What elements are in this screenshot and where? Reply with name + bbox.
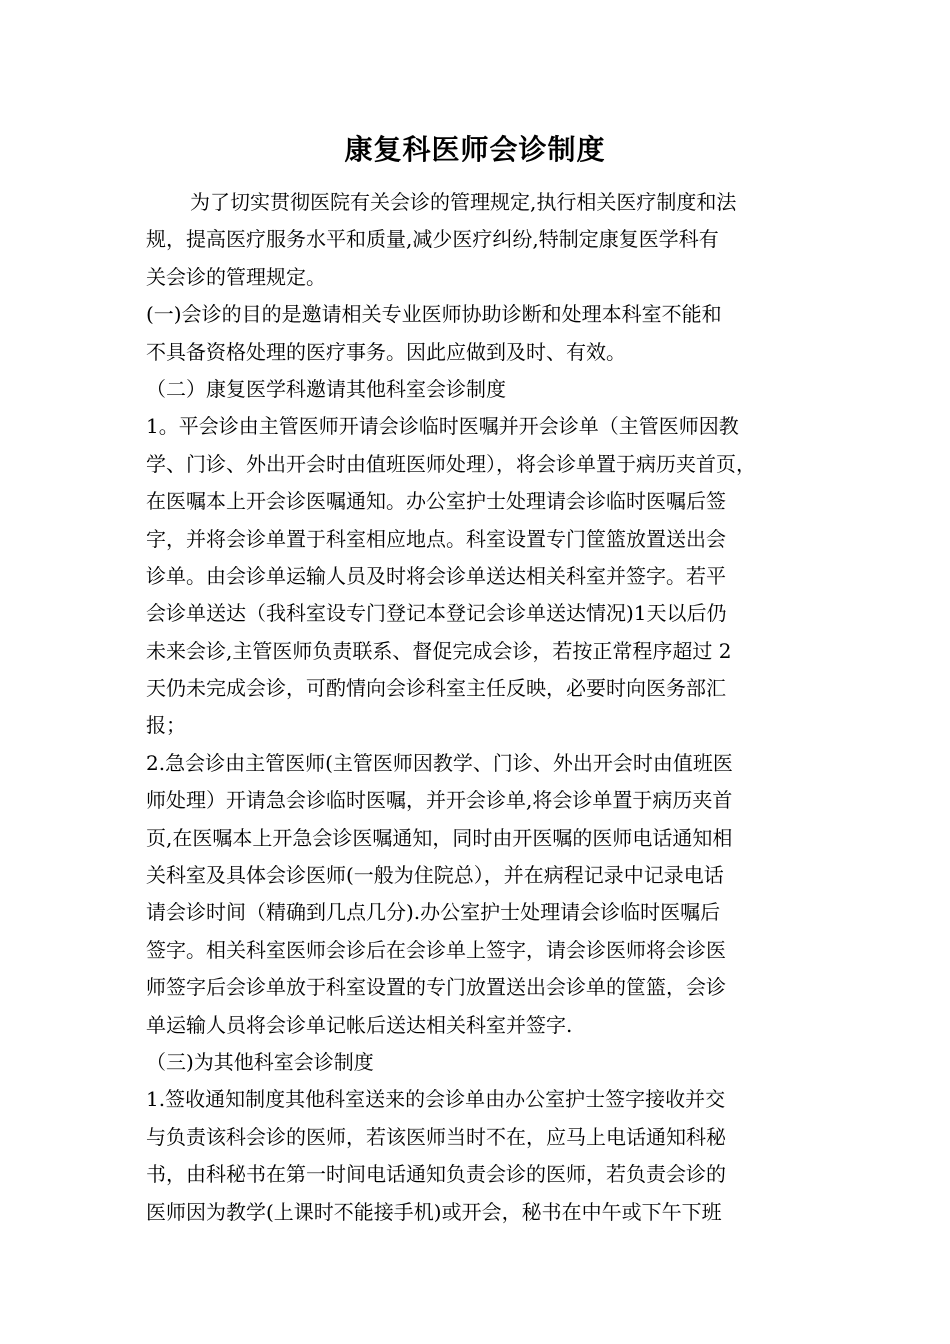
text-line: 会诊单送达（我科室设专门登记本登记会诊单送达情况)1天以后仍 (146, 601, 727, 626)
text-line: 医师因为教学(上课时不能接手机)或开会，秘书在中午或下午下班 (146, 1199, 722, 1224)
section-heading: （二）康复医学科邀请其他科室会诊制度 (146, 376, 506, 401)
text-line: 单运输人员将会诊单记帐后送达相关科室并签字. (146, 1012, 573, 1037)
text-line: 师处理）开请急会诊临时医嘱，并开会诊单,将会诊单置于病历夹首 (146, 788, 733, 813)
text-line: 字，并将会诊单置于科室相应地点。科室设置专门筐篮放置送出会 (146, 526, 726, 551)
text-line: 师签字后会诊单放于科室设置的专门放置送出会诊单的筐篮，会诊 (146, 975, 726, 1000)
text-line: 为了切实贯彻医院有关会诊的管理规定,执行相关医疗制度和法 (190, 190, 737, 214)
text-line: 书，由科秘书在第一时间电话通知负责会诊的医师，若负责会诊的 (146, 1162, 726, 1187)
document-title: 康复科医师会诊制度 (344, 133, 606, 166)
text-line: 1.签收通知制度其他科室送来的会诊单由办公室护士签字接收并交 (146, 1087, 726, 1112)
text-line: 与负责该科会诊的医师，若该医师当时不在，应马上电话通知科秘 (146, 1124, 726, 1149)
text-line: 未来会诊,主管医师负责联系、督促完成会诊，若按正常程序超过 2 (146, 638, 732, 663)
text-line: 诊单。由会诊单运输人员及时将会诊单送达相关科室并签字。若平 (146, 563, 726, 588)
text-line: 天仍未完成会诊，可酌情向会诊科室主任反映，必要时向医务部汇 (146, 676, 726, 701)
text-line: 在医嘱本上开会诊医嘱通知。办公室护士处理请会诊临时医嘱后签 (146, 489, 726, 514)
text-line: 学、门诊、外出开会时由值班医师处理），将会诊单置于病历夹首页， (146, 451, 756, 476)
text-line: 报； (146, 713, 186, 738)
text-line: 不具备资格处理的医疗事务。因此应做到及时、有效。 (146, 339, 626, 364)
text-line: 页,在医嘱本上开急会诊医嘱通知，同时由开医嘱的医师电话通知相 (146, 825, 733, 850)
text-line: 关科室及具体会诊医师(一般为住院总），并在病程记录中记录电话 (146, 863, 724, 888)
document-body (146, 184, 818, 1231)
text-line: (一)会诊的目的是邀请相关专业医师协助诊断和处理本科室不能和 (146, 302, 722, 327)
text-line: 请会诊时间（精确到几点几分).办公室护士处理请会诊临时医嘱后 (146, 900, 721, 925)
text-line: 2.急会诊由主管医师(主管医师因教学、门诊、外出开会时由值班医 (146, 750, 733, 775)
text-line: 1。平会诊由主管医师开请会诊临时医嘱并开会诊单（主管医师因教 (146, 414, 739, 439)
text-line: 关会诊的管理规定。 (146, 264, 326, 289)
section-heading: （三)为其他科室会诊制度 (146, 1049, 374, 1074)
text-line: 规，提高医疗服务水平和质量,减少医疗纠纷,特制定康复医学科有 (146, 227, 719, 252)
text-line: 签字。相关科室医师会诊后在会诊单上签字，请会诊医师将会诊医 (146, 937, 726, 962)
